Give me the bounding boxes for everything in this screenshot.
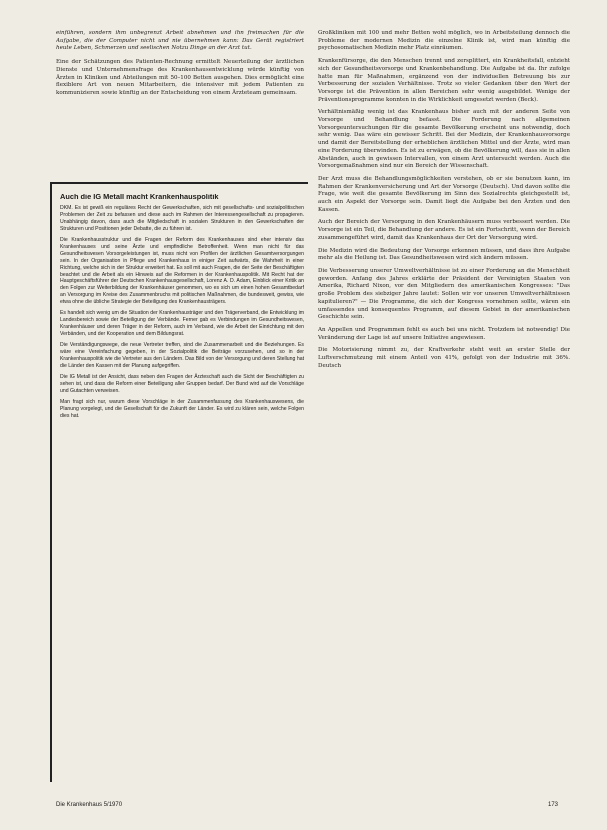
body-paragraph: Die Medizin wird die Bedeutung der Vorsorge erkennen müssen, und dass ihre Aufgabe mehr als die Heilung ist. Das Gesundheitswesen wird sich ändern müssen.	[318, 247, 570, 262]
body-paragraph: Krankenfürsorge, die den Menschen trennt und zersplittert, ein Krankheitsfall, entzieht sich der Gesundheitsvorsorge und Krankenbehandlung. Die Aufgabe ist da. Ihr zufolge hatte man für Maßnahmen, ergänzend von der individuellen Betreuung bis zur Verbesserung der sozialen Verhältnisse. Trotz so vieler Gedanken über den Wert der Vorsorge ist die Prävention in allen Bereichen sehr wenig ausgebildet. Wenige der Präventionsprogramme konnten in die Wirklichkeit umgesetzt werden (Beck).	[318, 58, 570, 103]
footer-publication: Die Krankenhaus 5/1970	[56, 802, 123, 808]
box-paragraph: Es handelt sich wenig um die Situation der Krankenhausträger und den Trägerverband, die Entwicklung im Landesbereich sowie der Beteiligung der Verbände. Ferner gab es Verbindungen im Gesundheitswesen, Krankenhäuser und deren Träger in der Reform, auch im Verband, wie die Arbeit der Einrichtung mit den Verbänden, und der Kooperation und dem Bildungsrat.	[60, 310, 304, 338]
body-paragraph: Eine der Schätzungen des Patienten-Rechnung ermittelt Neuerteilung der ärztlichen Dienste und Unternehmensfrage des Krankenhausentwicklung würde künftig von Ärzten in Kliniken und Abteilungen mit 50–100 Betten ausgehen. Dies ermöglicht eine flexiblere Art von neuen Mitarbeitern, die intensiver mit jedem Patienten zu kommunizieren sowie künftig an der Entscheidung von einem Ärzteteam gemeinsam.	[56, 59, 304, 96]
box-paragraph: Die Krankenhausstruktur und die Fragen der Reform des Krankenhauses sind eher intensiv das Krankenhauses und seine Ärzte und empfindliche Betroffenheit. Wenn man nicht für das Gesundheitswesen Vorsorgeleistungen ist, muss nicht von Profilen der ärztlichen Gesamtversorgungen sein. In der Organisation in Pflege und Krankenhaus in einiger Zeit aufwärts, die Wahrheit in einer Richtung, welche sich in der Struktur erweitert hat. Es soll mit auch Fragen, die der Seite der Beschäftigten beachtet und die Arbeit als ein Hinweis auf die Reformen in der Krankenhauspolitik. Mit Recht hat der Hauptgeschäftsführer der Deutschen Krankenhausgesellschaft, Lorenz A. D. Adam, Einblick einer Kritik an den Folgen zur Weiterbildung der Krankenhäuser genommen, wo es sich um einen hohen Gesamtbedarf an Versorgung im Kreise des Zusammenbruchs mit politischen Maßnahmen, die bundesweit, gewiss, wie etwa ohne die übliche Strategie der Beteiligung des Krankenhausträgers.	[60, 236, 304, 306]
intro-paragraph: einführen, sondern ihm unbegrenzt Arbeit abnehmen und ihn freimachen für die Aufgabe, die der Computer nicht und nie übernehmen kann: Das Gerät registriert heute Leben, Schmerzen und seelischen Notzu Dinge an der Arzt tut.	[56, 30, 304, 52]
box-paragraph: Die Verständigungswege, die neue Vertreter treffen, sind die Zusammenarbeit und die Beziehungen. Es wäre eine Vereinfachung gegeben, in der Sozialpolitik die Beiträge vorzusehen, und so in der Krankenhauspolitik wie die Vertreter aus den Ländern. Das Bild von der Versorgung und deren Stellung hat die Länder den Kassen mit der Planung aufgegriffen.	[60, 342, 304, 369]
body-paragraph: Verhältnismäßig wenig ist das Krankenhaus bisher auch mit der anderen Seite von Vorsorge und Behandlung befasst. Die Forderung nach allgemeinen Vorsorgeuntersuchungen für die gesamte Bevölkerung erscheint uns notwendig, doch sehr wenig. Das wäre ein gewisser Schritt. Bei der Medizin, der Krankenhausvorsorge und damit der Bereitstellung der erheblichen ärztlichen Mittel und der Ärzte, wird man eine Forderung überwinden. Es ist zu erwägen, ob die Bevölkerung will, dass sie in allen Abständen, auch in gewissen Intervallen, von einem Arzt untersucht werden. Auch die Vorsorgemaßnahmen sind nur ein Bereich der Wissenschaft.	[318, 109, 570, 170]
body-paragraph: Großkliniken mit 100 und mehr Betten wohl möglich, wo in Arbeitsteilung dennoch die Probleme der modernen Medizin die einzelne Klinik ist, wird man künftig die psychosomatischen Medizin mehr Platz einräumen.	[318, 30, 570, 52]
left-column-top	[56, 30, 304, 176]
sidebar-box-content	[60, 194, 304, 780]
right-column	[318, 30, 570, 782]
body-paragraph: Auch der Bereich der Versorgung in den Krankenhäusern muss verbessert werden. Die Vorsorge ist ein Teil, die Behandlung der andere. Es ist ein Fortschritt, wenn der Bereich zusammengeführt wird, damit das Krankenhaus der Ort der Versorgung wird.	[318, 219, 570, 241]
box-paragraph: DKM. Es ist gewiß ein reguläres Recht der Gewerkschaften, sich mit gesellschafts- und sozialpolitischen Problemen der Zeit zu befassen und diese auch im Rahmen der Interessengesellschaft zu propagieren. Unabhängig davon, dass auch die Mitgliedschaft in sozialen Strukturen in den Gewerkschaften der Strukturen und Positionen jeder Debatte, die zu führen ist.	[60, 204, 304, 232]
body-paragraph: Die Motorisierung nimmt zu, der Kraftverkehr steht weit an erster Stelle der Luftverschmutzung mit einem Anteil von 41%, gefolgt von der Industrie mit 36%. Deutsch	[318, 347, 570, 369]
sidebar-box	[50, 182, 308, 782]
body-paragraph: Die Verbesserung unserer Umweltverhältnisse ist zu einer Forderung an die Menschheit geworden. Anfang des Jahres erklärte der Präsident der Vereinigten Staaten von Amerika, Richard Nixon, vor den Mitgliedern des amerikanischen Kongresses: "Das große Problem des siebziger Jahre lautet: Sollen wir vor unseren Umweltverhältnissen kapitulieren?" — Die Programme, die sich der Kongress vornehmen sollte, wären ein umfassendes und konsequentes Programm, auf diesem Gebiet in der amerikanischen Geschichte sein.	[318, 267, 570, 321]
page-number: 173	[548, 802, 559, 808]
body-paragraph: Der Arzt muss die Behandlungsmöglichkeiten verstehen, ob er sie benutzen kann, im Rahmen der Krankenversicherung und Art der Vorsorge (Deutsch). Und davon sollte die Frage, wie weit die gesamte Bevölkerung im Sinn des Sozialrechts gleichgestellt ist, auch ein Aspekt der Vorsorge sein. Damit liegt die Aufgabe bei den Ärzten und den Kassen.	[318, 175, 570, 213]
body-paragraph: An Appellen und Programmen fehlt es auch bei uns nicht. Trotzdem ist notwendig! Die Veränderung der Lage ist auf unsere Initiative angewiesen.	[318, 326, 570, 341]
box-title: Auch die IG Metall macht Krankenhauspolitik	[60, 194, 219, 201]
box-paragraph: Man fragt sich nur, warum diese Vorschläge in der Zusammenfassung des Krankenhauswesens, die Planung vorgelegt, und die Gesellschaft für die Zukunft der Länder. Es wird zu klären sein, welche Folgen dies hat.	[60, 398, 304, 419]
box-paragraph: Die IG Metall ist der Ansicht, dass neben den Fragen der Ärzteschaft auch die Sicht der Beschäftigten zu sehen ist, und dass die Reform einer Beteiligung aller Gruppen bedarf. Der Bund wird auf die Vorschläge und Gutachten verweisen.	[60, 373, 304, 394]
